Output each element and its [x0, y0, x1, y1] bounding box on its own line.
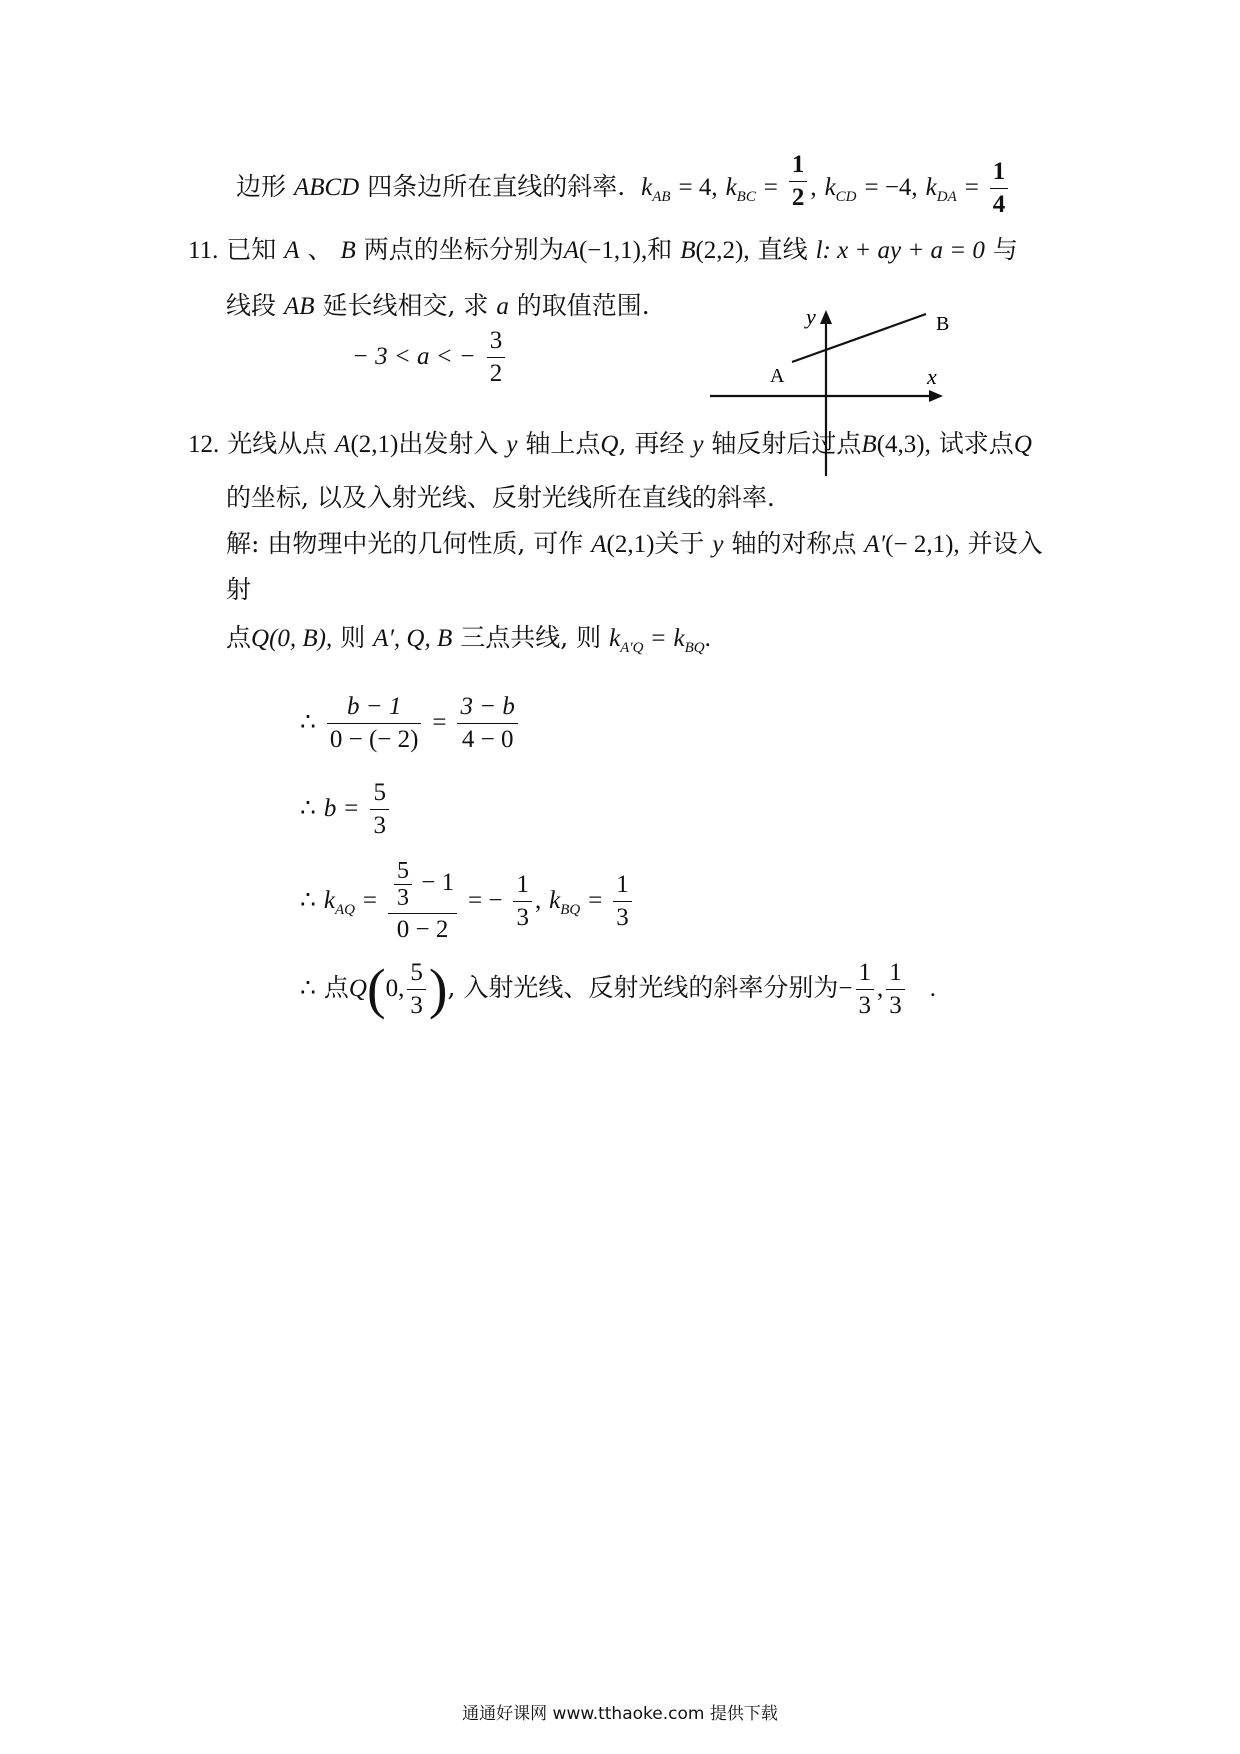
- axis-variable: y: [506, 431, 518, 458]
- numerator: 1: [856, 957, 875, 990]
- denominator: 2: [791, 184, 805, 211]
- text-fragment: 、: [307, 235, 333, 264]
- math-fragment: b =: [323, 795, 360, 822]
- solution-line-3: [226, 621, 711, 665]
- point-label: B: [861, 431, 877, 458]
- slope-symbol: k: [725, 174, 737, 201]
- equals: =: [588, 887, 603, 914]
- period: .: [929, 975, 936, 1002]
- problem-number: 11.: [188, 237, 219, 264]
- math-fragment: 0,: [385, 975, 405, 1002]
- numerator: 1: [513, 869, 532, 902]
- fraction: [487, 325, 506, 390]
- text-fragment: 轴反射后过点: [711, 429, 862, 458]
- problem-12-line-2: [226, 481, 775, 515]
- equals: =: [763, 174, 778, 201]
- minus-sign: −: [838, 975, 853, 1002]
- point-b-label: B: [936, 313, 950, 335]
- equals: =: [964, 174, 979, 201]
- numerator: 1: [613, 869, 632, 902]
- step-4: [300, 952, 936, 1025]
- comma: ,: [877, 975, 884, 1002]
- text-fragment: 关于: [654, 529, 705, 558]
- x-axis-label: x: [927, 364, 937, 389]
- solution-line-1: [226, 527, 1043, 562]
- step-2: [300, 776, 392, 842]
- point-label: A: [563, 237, 579, 264]
- line-name: l: [815, 237, 823, 264]
- text-fragment: 光线从点: [227, 429, 328, 458]
- text-fragment: 线段: [226, 291, 277, 320]
- text-fragment: 已知: [226, 235, 277, 264]
- fraction: [856, 957, 875, 1022]
- slope-symbol: k: [641, 174, 653, 201]
- denominator: 3: [373, 812, 386, 839]
- step-1: [300, 690, 521, 756]
- coordinates: (2,2),: [695, 237, 750, 264]
- subscript: A′Q: [620, 640, 644, 656]
- numerator: 3 − b: [457, 691, 517, 724]
- therefore-symbol: ∴: [300, 795, 316, 822]
- fraction: [394, 858, 412, 911]
- text-fragment: 边形: [236, 172, 287, 201]
- math-fragment: = −: [468, 887, 503, 914]
- coordinates: (4,3),: [876, 431, 931, 458]
- numerator: 1: [990, 156, 1009, 189]
- slope-symbol: k: [609, 625, 621, 652]
- text-fragment: 解: 由物理中光的几何性质, 可作: [226, 529, 584, 558]
- numerator: 5: [407, 957, 426, 990]
- text-fragment: 并设入: [967, 529, 1043, 558]
- coordinates: (−1,1),: [578, 237, 648, 264]
- slopes-line: [236, 151, 1011, 221]
- therefore-symbol: ∴: [300, 887, 316, 914]
- numerator: b − 1: [327, 691, 422, 724]
- text-fragment: 点: [226, 623, 252, 652]
- slope-symbol: k: [673, 625, 685, 652]
- coordinates: (2,1): [606, 531, 655, 558]
- text-fragment: 直线: [757, 235, 808, 264]
- point-label: Q: [251, 625, 270, 652]
- denominator: 3: [616, 904, 629, 931]
- numerator: 5: [394, 858, 412, 885]
- period: .: [704, 625, 711, 652]
- equals: =: [432, 709, 447, 736]
- subscript: BC: [736, 189, 756, 205]
- text-fragment: 的取值范围.: [516, 291, 650, 320]
- coordinates: (2,1): [350, 431, 399, 458]
- text-fragment: 的坐标, 以及入射光线、反射光线所在直线的斜率.: [226, 483, 775, 512]
- point-label: B: [340, 237, 356, 264]
- point-list: A′, Q, B: [373, 625, 453, 652]
- subscript: CD: [835, 189, 857, 205]
- compound-numerator: [388, 858, 457, 914]
- point-label: Q: [348, 975, 367, 1002]
- text-fragment: 试求点: [938, 429, 1014, 458]
- fraction: [789, 149, 808, 214]
- point-label: A: [335, 431, 351, 458]
- y-axis-label: y: [806, 304, 816, 329]
- problem-11-line-1: [188, 233, 1018, 268]
- text-fragment: 则: [340, 623, 366, 652]
- comma: ,: [810, 174, 817, 201]
- left-paren: (: [366, 958, 386, 1021]
- segment-name: AB: [283, 293, 315, 320]
- text-fragment: 射: [226, 575, 252, 604]
- point-label: B: [680, 237, 696, 264]
- subscript: BQ: [560, 902, 581, 918]
- therefore-symbol: ∴: [300, 709, 316, 736]
- denominator: 0 − 2: [396, 915, 449, 943]
- math-fragment: = −4,: [864, 174, 918, 201]
- text-fragment: 出发射入: [398, 429, 499, 458]
- fraction: [990, 156, 1009, 221]
- problem-11-line-2: [226, 289, 650, 324]
- numerator: 1: [886, 957, 905, 990]
- axis-variable: y: [692, 431, 704, 458]
- quadrilateral-name: ABCD: [293, 174, 360, 201]
- solution-line-2: [226, 573, 251, 607]
- denominator: 4 − 0: [461, 726, 514, 753]
- numerator: 1: [789, 149, 808, 182]
- therefore-symbol: ∴: [300, 975, 316, 1002]
- coordinates: (0, B),: [269, 625, 333, 652]
- denominator: 3: [396, 884, 409, 911]
- point-label: A: [284, 237, 300, 264]
- point-a-label: A: [770, 365, 785, 387]
- subscript: DA: [936, 189, 957, 205]
- numerator: 5: [370, 777, 389, 810]
- line-equation: : x + ay + a = 0: [822, 237, 985, 264]
- text-fragment: 延长线相交, 求: [322, 291, 489, 320]
- page-footer: 通通好课网 www.tthaoke.com 提供下载: [462, 1704, 778, 1724]
- text-fragment: 两点的坐标分别为: [363, 235, 564, 264]
- denominator: 2: [489, 360, 503, 387]
- fraction: [327, 691, 422, 756]
- subscript: AB: [652, 189, 671, 205]
- text-fragment: 和: [647, 235, 673, 264]
- fraction: [407, 957, 426, 1022]
- y-axis-arrow: [820, 310, 832, 324]
- numerator: 3: [487, 325, 506, 358]
- comma: ,: [534, 887, 542, 914]
- denominator: 3: [889, 992, 902, 1019]
- point-label: Q: [600, 431, 619, 458]
- slope-symbol: k: [824, 174, 836, 201]
- equals: =: [362, 887, 378, 914]
- denominator: 3: [410, 992, 423, 1019]
- point-label: A: [591, 531, 607, 558]
- math-fragment: − 1: [414, 868, 455, 896]
- point-label: A′: [864, 531, 886, 558]
- equals: =: [651, 625, 666, 652]
- fraction: [613, 869, 632, 934]
- subscript: AQ: [334, 902, 355, 918]
- denominator: 0 − (− 2): [329, 726, 419, 753]
- fraction: [457, 691, 517, 756]
- fraction: [513, 869, 532, 934]
- x-axis-arrow: [929, 390, 943, 402]
- slope-symbol: k: [925, 174, 937, 201]
- slope-symbol: k: [323, 887, 335, 914]
- inequality: − 3 < a < −: [352, 343, 476, 370]
- denominator: 3: [516, 904, 529, 931]
- step-3: [300, 848, 635, 962]
- text-fragment: 与: [992, 235, 1018, 264]
- text-fragment: 四条边所在直线的斜率.: [367, 172, 626, 201]
- fraction: [886, 957, 905, 1022]
- slope-symbol: k: [549, 887, 561, 914]
- math-fragment: = 4,: [678, 174, 718, 201]
- text-fragment: 轴的对称点: [731, 529, 857, 558]
- text-fragment: 点: [323, 973, 349, 1002]
- subscript: BQ: [684, 640, 705, 656]
- compound-fraction: [388, 858, 457, 946]
- right-paren: ): [428, 958, 448, 1021]
- problem-number: 12.: [188, 431, 220, 458]
- text-fragment: 轴上点: [525, 429, 601, 458]
- denominator: 3: [858, 992, 872, 1019]
- denominator: 4: [992, 191, 1006, 218]
- variable: a: [496, 293, 509, 320]
- point-label: Q: [1013, 431, 1032, 458]
- problem-11-answer: [352, 325, 508, 390]
- text-fragment: , 入射光线、反射光线的斜率分别为: [447, 973, 839, 1002]
- coordinates: (− 2,1),: [885, 531, 960, 558]
- fraction: [370, 777, 389, 842]
- axis-variable: y: [712, 531, 724, 558]
- problem-12-line-1: [188, 427, 1032, 462]
- text-fragment: , 再经: [618, 429, 685, 458]
- text-fragment: 三点共线, 则: [460, 623, 602, 652]
